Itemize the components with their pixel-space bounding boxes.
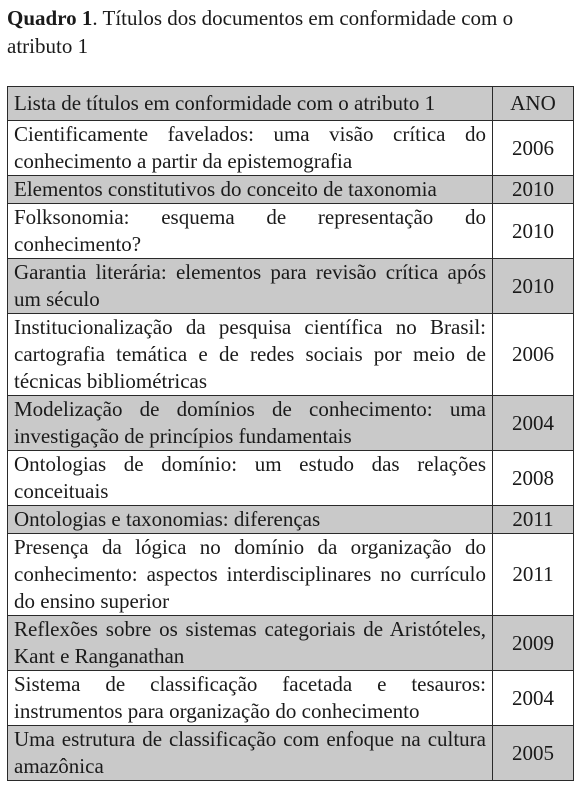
- table-header-row: [8, 87, 574, 121]
- table-body: [8, 121, 574, 781]
- table-row: [8, 616, 574, 671]
- table-row: [8, 176, 574, 204]
- document-title-cell: Uma estrutura de classificação com enfoque na cultura amazônica: [8, 726, 493, 781]
- caption-text: . Títulos dos documentos em conformidade com o atributo 1: [7, 6, 514, 58]
- caption-label: Quadro 1: [7, 6, 93, 30]
- table-row: [8, 726, 574, 781]
- document-title-cell: Modelização de domínios de conhecimento: uma investigação de princípios fundamentais: [8, 396, 493, 451]
- document-year-cell: 2008: [493, 451, 574, 506]
- document-title-cell: Sistema de classificação facetada e tesauros: instrumentos para organização do conhecimento: [8, 671, 493, 726]
- table-row: [8, 396, 574, 451]
- document-year-cell: 2011: [493, 534, 574, 616]
- document-title-cell: Presença da lógica no domínio da organização do conhecimento: aspectos interdisciplinares no currículo do ensino superior: [8, 534, 493, 616]
- document-year-cell: 2010: [493, 176, 574, 204]
- table-row: [8, 314, 574, 396]
- table-row: [8, 506, 574, 534]
- document-year-cell: 2006: [493, 314, 574, 396]
- document-year-cell: 2010: [493, 204, 574, 259]
- table-caption: [7, 4, 573, 60]
- document-title-cell: Elementos constitutivos do conceito de taxonomia: [8, 176, 493, 204]
- table-row: [8, 121, 574, 176]
- document-year-cell: 2010: [493, 259, 574, 314]
- column-header-title: Lista de títulos em conformidade com o atributo 1: [8, 87, 493, 121]
- document-title-cell: Folksonomia: esquema de representação do conhecimento?: [8, 204, 493, 259]
- table-row: [8, 534, 574, 616]
- column-header-year: ANO: [493, 87, 574, 121]
- document-year-cell: 2004: [493, 671, 574, 726]
- documents-table: [7, 86, 574, 781]
- document-title-cell: Ontologias e taxonomias: diferenças: [8, 506, 493, 534]
- table-row: [8, 451, 574, 506]
- table-row: [8, 204, 574, 259]
- table-row: [8, 259, 574, 314]
- document-year-cell: 2005: [493, 726, 574, 781]
- document-year-cell: 2004: [493, 396, 574, 451]
- document-year-cell: 2009: [493, 616, 574, 671]
- document-title-cell: Garantia literária: elementos para revisão crítica após um século: [8, 259, 493, 314]
- document-title-cell: Ontologias de domínio: um estudo das relações conceituais: [8, 451, 493, 506]
- document-year-cell: 2006: [493, 121, 574, 176]
- table-row: [8, 671, 574, 726]
- document-year-cell: 2011: [493, 506, 574, 534]
- document-title-cell: Cientificamente favelados: uma visão crítica do conhecimento a partir da epistemografia: [8, 121, 493, 176]
- document-title-cell: Reflexões sobre os sistemas categoriais de Aristóteles, Kant e Ranganathan: [8, 616, 493, 671]
- document-title-cell: Institucionalização da pesquisa científica no Brasil: cartografia temática e de redes sociais por meio de técnicas bibliométricas: [8, 314, 493, 396]
